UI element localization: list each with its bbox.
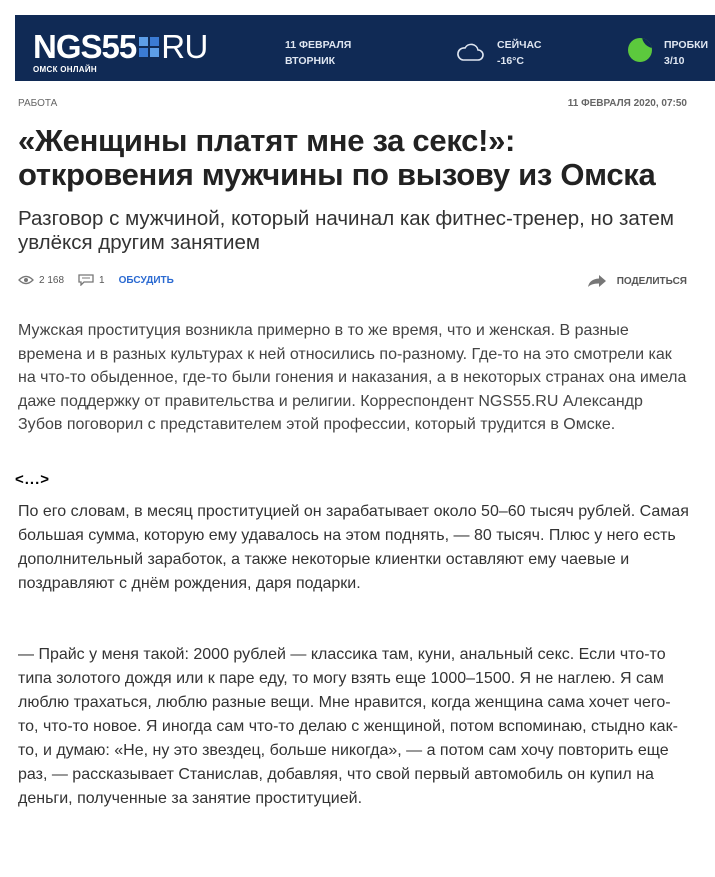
- weather-temp: -16°C: [497, 55, 524, 67]
- traffic-label: ПРОБКИ: [664, 39, 709, 51]
- article-paragraph: По его словам, в месяц проституцией он зарабатывает около 50–60 тысяч рублей. Самая большая сумма, которую ему удавалось на этом поднять, — 80 тысяч. Плюс у него есть дополнительный заработок, а также некоторые клиентки оставляют ему чаевые и поздравляют с днём рождения, даря подарки.: [18, 503, 689, 592]
- article-title: «Женщины платят мне за секс!»: откровения мужчины по вызову из Омска: [18, 123, 656, 192]
- logo-domain: RU: [161, 28, 208, 65]
- article-subtitle: Разговор с мужчиной, который начинал как фитнес-тренер, но затем увлёкся другим занятием: [18, 207, 674, 254]
- share-arrow-icon: [587, 274, 607, 288]
- share-button[interactable]: ПОДЕЛИТЬСЯ: [587, 274, 687, 288]
- site-logo[interactable]: [33, 28, 208, 74]
- views-count: 2 168: [18, 275, 64, 286]
- comments-count[interactable]: 1: [78, 274, 105, 286]
- traffic-indicator-icon: [628, 38, 652, 62]
- article-lead: Мужская проституция возникла примерно в то же время, что и женская. В разные времена и в разных культурах к ней относились по-разному. Где-то на это смотрели как на что-то обыденное, где-то были гонения и наказания, а в некоторых странах она имела даже поддержку от правительства и религии. Корреспондент NGS55.RU Александр Зубов поговорил с представителем этой профессии, который трудится в Омске.: [18, 322, 687, 433]
- article-date: 11 ФЕВРАЛЯ 2020, 07:50: [567, 98, 687, 109]
- logo-text: NGS55: [33, 28, 137, 65]
- logo-subtitle: ОМСК ОНЛАЙН: [33, 65, 97, 74]
- traffic-value: 3/10: [664, 55, 685, 67]
- site-header: [15, 15, 715, 81]
- header-date: 11 ФЕВРАЛЯ ВТОРНИК: [285, 39, 352, 67]
- discuss-link[interactable]: ОБСУДИТЬ: [118, 274, 174, 286]
- traffic-widget[interactable]: [628, 37, 708, 69]
- eye-icon: [18, 275, 34, 285]
- expand-ellipsis[interactable]: <...>: [15, 471, 51, 488]
- article-stats: [18, 274, 174, 286]
- logo-flag-icon: [139, 37, 159, 57]
- article-rubric[interactable]: РАБОТА: [18, 98, 58, 109]
- weather-widget[interactable]: [455, 37, 541, 69]
- cloud-icon: [455, 41, 485, 63]
- weather-label: СЕЙЧАС: [497, 39, 542, 51]
- article-paragraph: — Прайс у меня такой: 2000 рублей — классика там, куни, анальный секс. Если что-то типа золотого дождя или к паре еду, то могу взять еще 1000–1500. Я не наглею. Я сам люблю трахаться, люблю разные вещи. Мне нравится, когда женщина сама хочет чего-то, что-то новое. Я иногда сам что-то делаю с женщиной, потом вспоминаю, стыдно как-то, и думаю: «Не, ну это звездец, больше никогда», — а потом сам хочу повторить еще раз, — рассказывает Станислав, добавляя, что свой первый автомобиль он купил на деньги, полученные за занятие проституцией.: [18, 646, 678, 807]
- comment-icon: [78, 274, 94, 286]
